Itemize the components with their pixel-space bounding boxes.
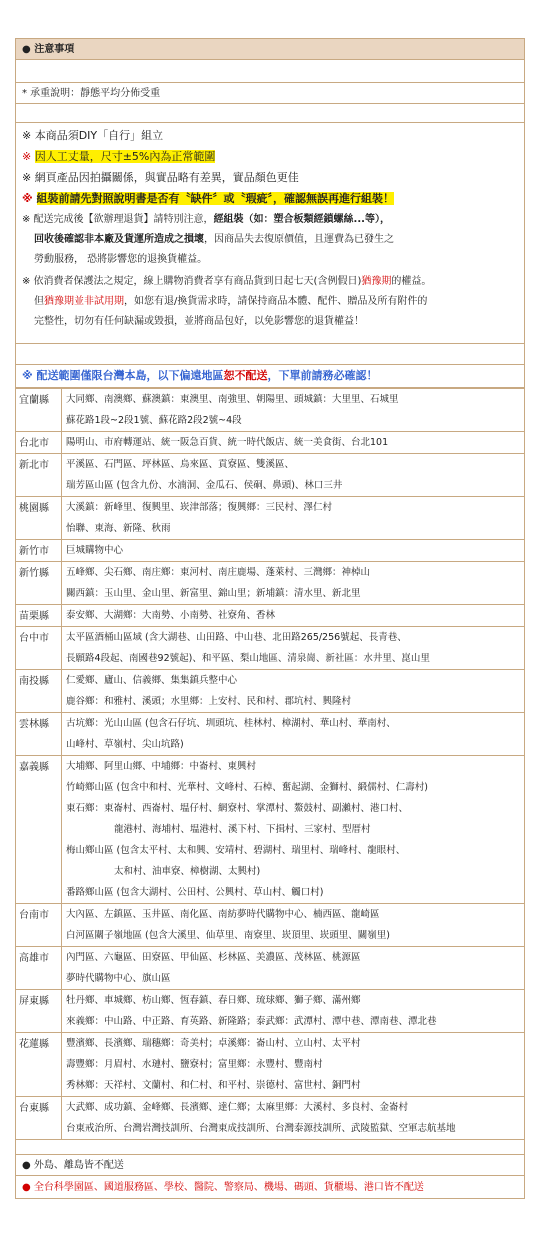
area-region: 台中市 [16, 627, 62, 670]
shipping-note: * 承重說明：靜態平均分佈受重 [22, 88, 161, 99]
footer-excluded: ● 全台科學園區、國道服務區、學校、醫院、警察局、機場、碼頭、貨櫃場、港口皆不配送 [22, 1182, 424, 1193]
area-line: 來義鄉：中山路、中正路、育英路、新隆路；泰武鄉：武潭村、潭中巷、潭南巷、潭北巷 [66, 1016, 437, 1027]
footer-islands: ● 外島、離島皆不配送 [22, 1160, 124, 1171]
area-details [62, 562, 525, 605]
area-row [16, 627, 525, 670]
area-details [62, 540, 525, 562]
area-row [16, 670, 525, 713]
notice-measure: ※ 因人工丈量，尺寸±5%內為正常範圍 [22, 150, 216, 163]
area-row [16, 947, 525, 990]
area-region: 桃園縣 [16, 497, 62, 540]
area-row [16, 562, 525, 605]
notice-diy: ※ 本商品須DIY「自行」組立 [22, 129, 164, 142]
area-line: 太平區酒桶山區域 (含大湖巷、山田路、中山巷、北田路265/256號起、長青巷、 [66, 632, 407, 643]
area-row [16, 756, 525, 904]
area-details [62, 627, 525, 670]
area-line: 古坑鄉：光山山區 (包含石仔坑、圳頭坑、桂林村、樟湖村、華山村、華南村、 [66, 718, 396, 729]
notice-header-row [15, 38, 525, 60]
area-line: 番路鄉山區 (包含大湖村、公田村、公興村、草山村、觸口村) [66, 887, 324, 898]
area-line: 夢時代購物中心、旗山區 [66, 973, 171, 984]
area-region: 台南市 [16, 904, 62, 947]
remote-areas-table [15, 388, 525, 1140]
area-row [16, 1097, 525, 1140]
area-line: 大溪鎮：新峰里、復興里、崁津部落；復興鄉：三民村、澤仁村 [66, 502, 333, 513]
area-row [16, 454, 525, 497]
area-line: 仁愛鄉、廬山、信義鄉、集集鎮兵整中心 [66, 675, 238, 686]
delivery-title-row [15, 365, 525, 388]
footer-islands-row [15, 1155, 525, 1176]
area-details [62, 904, 525, 947]
area-region: 台東縣 [16, 1097, 62, 1140]
area-region: 宜蘭縣 [16, 389, 62, 432]
area-line: 鹿谷鄉：和雅村、溪頭；水里鄉：上安村、民和村、郡坑村、興隆村 [66, 696, 352, 707]
blank-row [15, 60, 525, 83]
area-line: 大埔鄉、阿里山鄉、中埔鄉：中崙村、東興村 [66, 761, 257, 772]
delivery-title: ※ 配送範圍僅限台灣本島，以下偏遠地區恕不配送，下單前請務必確認！ [22, 369, 378, 382]
notice-sheet [15, 38, 525, 1199]
notice-title: ● 注意事項 [22, 44, 75, 55]
area-row [16, 1033, 525, 1097]
area-row [16, 497, 525, 540]
area-row [16, 605, 525, 627]
area-details [62, 432, 525, 454]
area-details [62, 605, 525, 627]
area-region: 新竹市 [16, 540, 62, 562]
area-row [16, 990, 525, 1033]
area-line: 東石鄉：東崙村、西崙村、塭仔村、網寮村、掌潭村、鰲鼓村、副瀨村、港口村、 [66, 803, 409, 814]
area-line: 秀林鄉：天祥村、文蘭村、和仁村、和平村、崇德村、富世村、銅門村 [66, 1080, 361, 1091]
area-details [62, 1033, 525, 1097]
area-details [62, 990, 525, 1033]
area-region: 花蓮縣 [16, 1033, 62, 1097]
area-line: 大武鄉、成功鎮、金峰鄉、長濱鄉、達仁鄉；太麻里鄉：大溪村、多良村、金崙村 [66, 1102, 409, 1113]
area-details [62, 1097, 525, 1140]
area-details [62, 497, 525, 540]
notice-check-parts: ※ 組裝前請先對照說明書是否有〝缺件〞或〝瑕疵〞，確認無誤再進行組裝！ [22, 192, 395, 205]
notice-consumer-3: 完整性，切勿有任何缺漏或毀損，並將商品包好，以免影響您的退貨權益！ [34, 316, 364, 327]
area-region: 新竹縣 [16, 562, 62, 605]
notices-block [15, 123, 525, 344]
area-details [62, 756, 525, 904]
area-details [62, 947, 525, 990]
area-line: 平溪區、石門區、坪林區、烏來區、貢寮區、雙溪區、 [66, 459, 295, 470]
area-region: 雲林縣 [16, 713, 62, 756]
area-region: 苗栗縣 [16, 605, 62, 627]
area-line: 龍港村、海埔村、塭港村、溪下村、下揖村、三家村、型厝村 [114, 824, 371, 835]
area-line: 大同鄉、南澳鄉、蘇澳鎮：東澳里、南強里、朝陽里、頭城鎮：大里里、石城里 [66, 394, 399, 405]
area-region: 嘉義縣 [16, 756, 62, 904]
area-line: 牡丹鄉、車城鄉、枋山鄉、恆春鎮、春日鄉、琉球鄉、獅子鄉、滿州鄉 [66, 995, 361, 1006]
area-row [16, 904, 525, 947]
area-region: 高雄市 [16, 947, 62, 990]
area-region: 南投縣 [16, 670, 62, 713]
notice-return-1: ※ 配送完成後【欲辦理退貨】請特別注意，經組裝（如：塑合板類經鎖螺絲...等）， [22, 214, 390, 225]
area-line: 瑞芳區山區 (包含九份、水湳洞、金瓜石、侯硐、鼻頭)、林口三井 [66, 480, 343, 491]
area-line: 內門區、六龜區、田寮區、甲仙區、杉林區、美濃區、茂林區、桃源區 [66, 952, 361, 963]
area-line: 梅山鄉山區 (包含太平村、太和興、安靖村、碧湖村、瑞里村、瑞峰村、龍眼村、 [66, 845, 406, 856]
area-line: 五峰鄉、尖石鄉、南庄鄉：東河村、南庄鹿場、蓬萊村、三灣鄉：神棹山 [66, 567, 371, 578]
area-line: 白河區關子嶺地區 (包含大溪里、仙草里、南寮里、崁頂里、崁頭里、關嶺里) [66, 930, 390, 941]
area-line: 大內區、左鎮區、玉井區、南化區、南紡夢時代購物中心、楠西區、龍崎區 [66, 909, 380, 920]
blank-row [15, 104, 525, 123]
notice-return-2: 回收後確認非本廠及貨運所造成之損壞，因商品失去復原價值，且運費為已發生之 [34, 234, 394, 245]
area-line: 陽明山、市府轉運站、統一阪急百貨、統一時代飯店、統一美食街、台北101 [66, 437, 389, 448]
area-line: 壽豐鄉：月眉村、水璉村、鹽寮村；富里鄉：永豐村、豐南村 [66, 1059, 323, 1070]
area-line: 泰安鄉、大湖鄉：大南勢、小南勢、社寮角、香林 [66, 610, 276, 621]
area-line: 蘇花路1段~2段1號、蘇花路2段2號~4段 [66, 415, 242, 426]
area-row [16, 389, 525, 432]
area-line: 怡聯、東海、新隆、秋雨 [66, 523, 171, 534]
notice-consumer-2: 但猶豫期並非試用期，如您有退/換貨需求時，請保持商品本體、配件、贈品及所有附件的 [34, 296, 428, 307]
footer-excluded-row [15, 1176, 525, 1199]
area-row [16, 540, 525, 562]
area-line: 豐濱鄉、長濱鄉、瑞穗鄉：奇美村；卓溪鄉：崙山村、立山村、太平村 [66, 1038, 361, 1049]
area-line: 太和村、油車寮、樟樹湖、太興村) [114, 866, 261, 877]
notice-photo: ※ 網頁產品因拍攝關係，與實品略有差異，實品顏色更佳 [22, 171, 299, 184]
area-details [62, 713, 525, 756]
blank-row [15, 344, 525, 365]
blank-row [15, 1140, 525, 1155]
area-details [62, 389, 525, 432]
area-row [16, 713, 525, 756]
area-region: 台北市 [16, 432, 62, 454]
area-row [16, 432, 525, 454]
area-region: 屏東縣 [16, 990, 62, 1033]
area-line: 巨城購物中心 [66, 545, 124, 556]
area-line: 台東戒治所、台灣岩灣技訓所、台灣東成技訓所、台灣泰源技訓所、武陵監獄、空軍志航基地 [66, 1123, 456, 1134]
notice-consumer-1: ※ 依消費者保護法之規定，線上購物消費者享有商品貨到日起七天(含例假日)猶豫期的權益。 [22, 276, 432, 287]
notice-return-3: 勞動服務， 恐將影響您的退換貨權益。 [34, 254, 208, 265]
area-region: 新北市 [16, 454, 62, 497]
area-details [62, 454, 525, 497]
area-line: 竹崎鄉山區 (包含中和村、光華村、文峰村、石棹、奮起湖、金獅村、緞儒村、仁壽村) [66, 782, 428, 793]
area-line: 長願路4段起、南國巷92號起)、和平區、梨山地區、清泉崗、新社區：水井里、崑山里 [66, 653, 430, 664]
area-details [62, 670, 525, 713]
area-line: 山峰村、草嶺村、尖山坑路) [66, 739, 184, 750]
shipping-note-row [15, 83, 525, 104]
area-line: 關西鎮：玉山里、金山里、新富里、錦山里；新埔鎮：清水里、新北里 [66, 588, 361, 599]
